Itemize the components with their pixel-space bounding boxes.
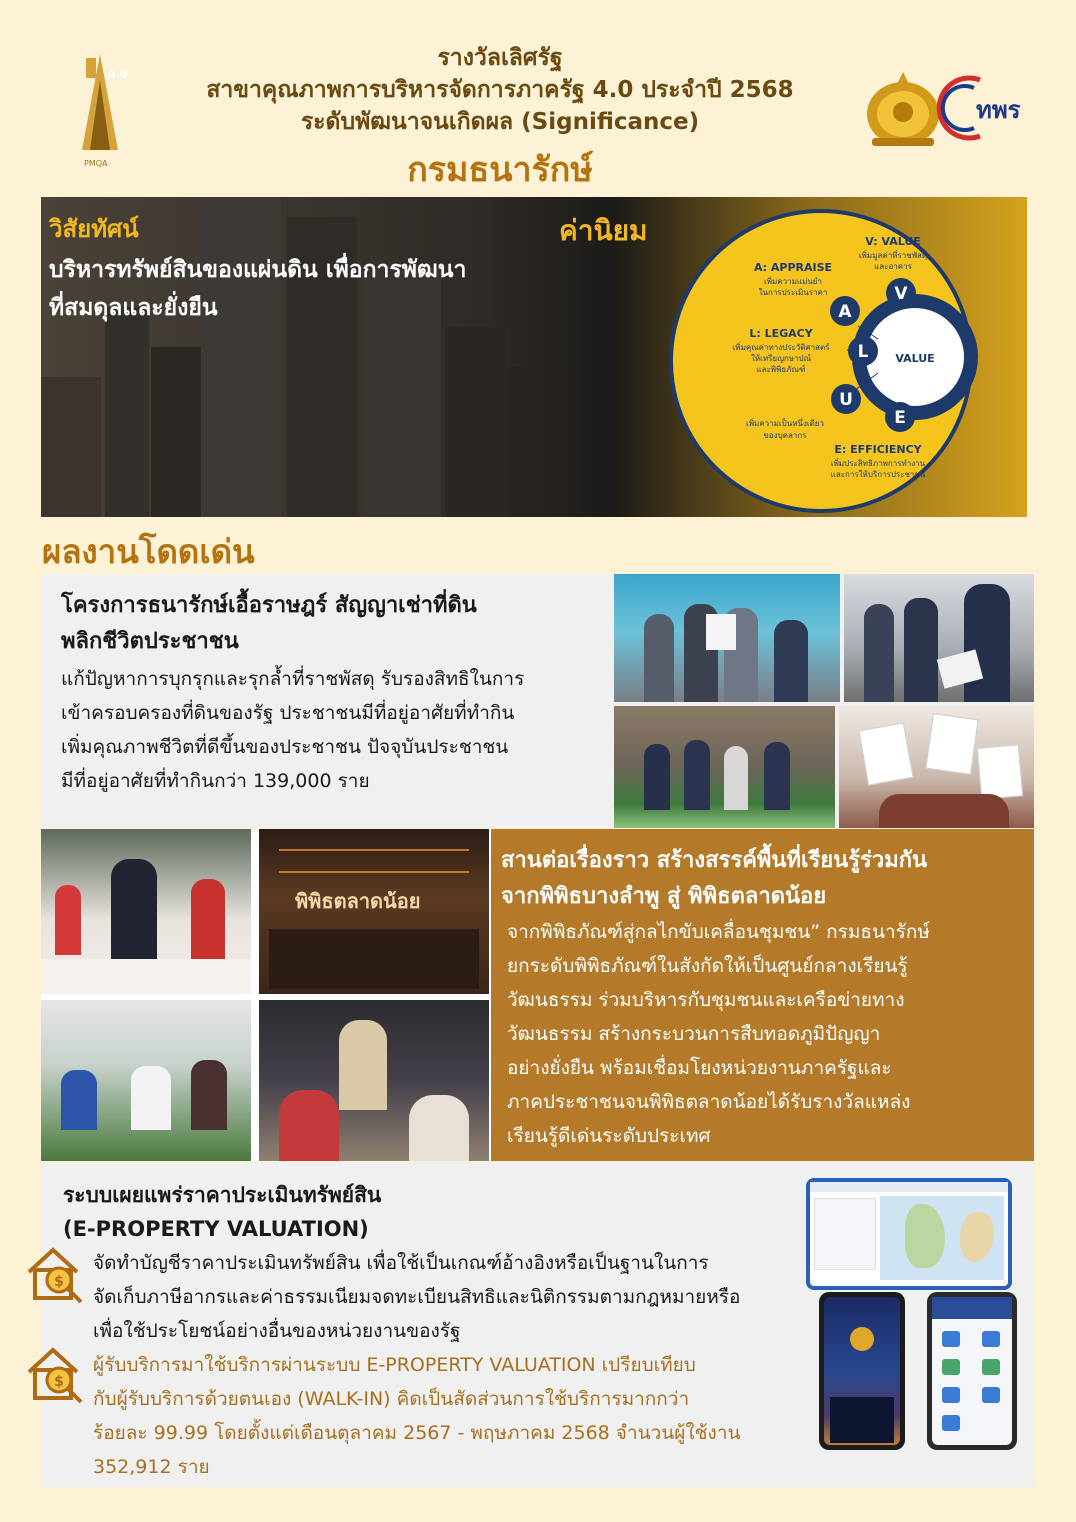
right-agency-logo [950,72,1038,144]
project2-body [507,915,1027,1153]
project3-p1-line: จัดเก็บภาษีอากรและค่าธรรมเนียมจดทะเบียนสิทธิและนิติกรรมตามกฎหมายหรือ [93,1286,741,1308]
project3-title [63,1178,381,1246]
value-l-desc: เพิ่มคุณค่าทางประวัติศาสตร์ [732,343,830,352]
desktop-app-screenshot [806,1178,1012,1290]
value-letter-v: V [894,284,908,304]
value-v-desc: และอาคาร [874,262,912,271]
project2-text-panel [491,829,1034,1161]
award-category: สาขาคุณภาพการบริหารจัดการภาครัฐ 4.0 ประจำปี 2568 [206,77,794,103]
pmqa-version-text: 4.0 [108,68,128,81]
project1-body-line: มีที่อยู่อาศัยที่ทำกินกว่า 139,000 ราย [61,770,370,792]
project1-body-line: แก้ปัญหาการบุกรุกและรุกล้ำที่ราชพัสดุ รับรองสิทธิในการ [61,668,525,690]
project2-title-line: จากพิพิธบางลำพู สู่ พิพิธตลาดน้อย [501,884,827,909]
skyline-building [511,367,551,517]
value-letter-u: U [839,390,853,410]
project2-body-line: วัฒนธรรม ร่วมบริหารกับชุมชนและเครือข่ายทาง [507,989,905,1011]
vision-title: วิสัยทัศน์ [49,215,139,243]
value-v-desc: เพิ่มมูลค่าที่ราชพัสดุ [858,251,928,260]
project3-p1-line: เพื่อใช้ประโยชน์อย่างอื่นของหน่วยงานของรัฐ [93,1320,461,1342]
values-title: ค่านิยม [559,214,648,247]
project1-body-line: เข้าครอบครองที่ดินของรัฐ ประชาชนมีที่อยู่อาศัยที่ทำกิน [61,702,515,724]
svg-text:$: $ [54,1374,64,1390]
skyline-building [446,327,506,517]
value-u-desc: ของบุคลากร [763,431,807,440]
project1-photo-documents [839,706,1034,828]
svg-text:$: $ [54,1274,64,1290]
project3-title-line: (E-PROPERTY VALUATION) [63,1217,369,1241]
values-diagram [653,211,993,511]
skyline-building [105,307,149,517]
highlights-title: ผลงานโดดเด่น [42,532,255,571]
project2-body-line: อย่างยั่งยืน พร้อมเชื่อมโยงหน่วยงานภาครัฐและ [507,1057,892,1079]
value-u-desc: เพิ่มความเป็นหนึ่งเดียว [746,419,824,428]
value-a-label: A: APPRAISE [753,261,833,274]
right-logo-text: ทพร [976,96,1021,124]
project1-card [41,574,1034,828]
project1-title [61,588,601,660]
project2-photo-museum-sign [259,829,489,994]
project2-body-line: ยกระดับพิพิธภัณฑ์ในสังกัดให้เป็นศูนย์กลางเรียนรู้ [507,955,908,977]
project1-photo-ceremony [614,574,840,702]
values-center-label: VALUE [895,352,935,365]
project1-photo-officials [844,574,1034,702]
project3-paragraph2 [93,1348,823,1484]
project2-photo-workshop [41,1000,251,1161]
value-a-desc: เพิ่มความแม่นยำ [764,277,822,286]
vision-text-line: ที่สมดุลและยั่งยืน [49,295,218,321]
organization-name: กรมธนารักษ์ [407,150,593,190]
skyline-building [41,377,101,517]
mobile-app-splash-screenshot [819,1292,905,1450]
mobile-app-menu-screenshot [927,1292,1017,1450]
project3-p2-line: กับผู้รับบริการด้วยตนเอง (WALK-IN) คิดเป็นสัดส่วนการใช้บริการมากกว่า [93,1388,690,1410]
project2-title-line: สานต่อเรื่องราว สร้างสรรค์พื้นที่เรียนรู้ร่วมกัน [501,848,928,873]
project2-body-line: เรียนรู้ดีเด่นระดับประเทศ [507,1125,711,1147]
project2-photo-event [41,829,251,994]
project1-body-line: เพิ่มคุณภาพชีวิตที่ดีขึ้นของประชาชน ปัจจุบันประชาชน [61,736,509,758]
project1-photo-field-visit [614,706,835,828]
value-l-label: L: LEGACY [749,327,813,340]
museum-sign-text: พิพิธตลาดน้อย [295,889,421,913]
vision-text-line: บริหารทรัพย์สินของแผ่นดิน เพื่อการพัฒนา [49,257,467,283]
treasury-seal-logo [858,68,948,148]
value-letter-l: L [857,342,869,362]
value-a-desc: ในการประเมินราคา [758,288,828,297]
award-title: รางวัลเลิศรัฐ [437,45,563,71]
value-letter-a: A [838,302,852,322]
value-l-desc: และพิพิธภัณฑ์ [756,365,806,374]
skyline-building [201,197,281,517]
project3-title-line: ระบบเผยแพร่ราคาประเมินทรัพย์สิน [63,1183,382,1207]
pmqa-logo [78,50,128,170]
value-e-desc: และการให้บริการประชาชน [830,470,926,479]
project1-title-line: โครงการธนารักษ์เอื้อราษฎร์ สัญญาเช่าที่ดิน [61,593,477,618]
value-e-desc: เพิ่มประสิทธิภาพการทำงาน [830,459,926,468]
project3-paragraph1 [93,1246,823,1348]
vision-text [49,251,549,327]
value-letter-e: E [894,408,906,428]
award-level: ระดับพัฒนาจนเกิดผล (Significance) [300,109,700,135]
value-l-desc: ให้เหรียญกษาปณ์ [750,354,812,363]
project1-title-line: พลิกชีวิตประชาชน [61,629,239,654]
pmqa-caption-text: PMQA [84,159,108,168]
vision-values-panel [41,197,1027,517]
project3-p1-line: จัดทำบัญชีราคาประเมินทรัพย์สิน เพื่อใช้เป็นเกณฑ์อ้างอิงหรือเป็นฐานในการ [93,1252,709,1274]
value-v-label: V: VALUE [865,235,921,248]
project1-body [61,662,606,798]
project2-body-line: จากพิพิธภัณฑ์สู่กลไกขับเคลื่อนชุมชน” กรมธนารักษ์ [507,921,930,943]
project2-title [501,843,1026,915]
house-coin-icon [23,1344,89,1406]
project3-p2-line: ร้อยละ 99.99 โดยตั้งแต่เดือนตุลาคม 2567 - พฤษภาคม 2568 จำนวนผู้ใช้งาน [93,1422,741,1444]
project2-card [41,829,1034,1161]
house-coin-icon [23,1244,89,1306]
project3-card [41,1162,1034,1487]
project2-body-line: วัฒนธรรม สร้างกระบวนการสืบทอดภูมิปัญญา [507,1023,881,1045]
project2-body-line: ภาคประชาชนจนพิพิธตลาดน้อยได้รับรางวัลแหล่ง [507,1091,911,1113]
project3-p2-line: 352,912 ราย [93,1456,210,1478]
project2-photo-demonstration [259,1000,489,1161]
value-e-label: E: EFFICIENCY [834,443,922,456]
project3-p2-line: ผู้รับบริการมาใช้บริการผ่านระบบ E-PROPERTY VALUATION เปรียบเทียบ [93,1354,696,1376]
